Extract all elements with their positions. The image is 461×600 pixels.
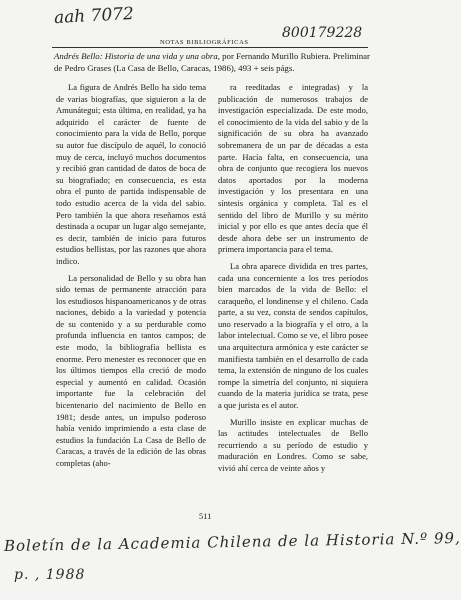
book-citation	[54, 50, 370, 74]
paragraph: Murillo insiste en explicar muchas de las actitudes intelectuales de Bello recurriendo a su período de estudio y maduración en Londres. Como se sabe, vivió ahí cerca de veinte años y	[218, 416, 368, 473]
handwritten-source-note: Boletín de la Academia Chilena de la Historia N.º 99,	[3, 529, 461, 555]
paragraph: La figura de Andrés Bello ha sido tema de varias biografías, que siguieron a la de Amunátegui; esta última, en realidad, ya ha adquirido el carácter de fuente de conocimiento para la vida de Bello, porque su autor fue discípulo de aquél, lo conoció muy de cerca, incluyó muchos documentos y recibió gran cantidad de datos de boca de su biografiado; en consecuencia, es esta obra el punto de partida indispensable de todo estudio acerca de la vida del sabio. Pero también la que ahora reseñamos está destinada a ocupar un lugar algo semejante, es decir, también de inicio para futuros estudios bellistas, por las razones que ahora indico.	[56, 82, 206, 266]
book-title: Andrés Bello: Historia de una vida y una obra,	[54, 51, 220, 61]
handwritten-source-date: p. , 1988	[14, 567, 86, 583]
book-details: por Fernando Murillo Rubiera. Preliminar de Pedro Grases (La Casa de Bello, Caracas, 1986), 493 + seis págs.	[54, 51, 370, 73]
paragraph: La personalidad de Bello y su obra han sido temas de permanente atracción para los estudiosos hispanoamericanos y de otras naciones, debido a la variedad y potencia de su contenido y a su perdurable como profunda influencia en tantos campos; de este modo, la bibliografía bellista es enorme. Pero menester es reconocer que en los últimos tiempos ella creció de modo especial y aumentó en calidad. Ocasión importante fue la celebración del bicentenario del nacimiento de Bello en 1981; desde antes, un impulso poderoso había venido imprimiendo a esta clase de estudios la fundación La Casa de Bello de Caracas, a través de la edición de las obras completas (aho-	[56, 272, 206, 468]
running-header: NOTAS BIBLIOGRÁFICAS	[160, 39, 249, 46]
page-number: 511	[199, 511, 212, 521]
left-column	[56, 82, 206, 475]
handwritten-catalog-number: aah 7072	[53, 3, 135, 29]
right-column	[218, 82, 368, 480]
paragraph: ra reeditadas e integradas) y la publicación de numerosos trabajos de investigación especializada. De este modo, el conocimiento de la vida del sabio y de la significación de su obra ha avanzado sobremanera de un par de décadas a esta parte. Hacía falta, en consecuencia, una obra de conjunto que recogiera los nuevos datos aportados por la moderna investigación y los presentara en una síntesis orgánica y completa. Tal es el sentido del libro de Murillo y su mérito inicial y por ello es que antes decía que él desde ahora debe ser un instrumento de primera importancia para el tema.	[218, 82, 368, 255]
handwritten-id-number: 800179228	[282, 25, 363, 41]
paragraph: La obra aparece dividida en tres partes, cada una concerniente a los tres períodos bien marcados de la vida de Bello: el caraqueño, el londinense y el chileno. Cada parte, a su vez, consta de sendos capítulos, uno reservado a la biografía y el otro, a la labor intelectual. Como se ve, el libro posee una arquitectura armónica y este carácter se manifiesta también en el desarrollo de cada tema, la extensión de ninguno de los cuales rompe la simetría del conjunto, ni siquiera cuando de la materia jurídica se trata, pese a que jurista es el autor.	[218, 260, 368, 411]
header-rule	[52, 47, 368, 48]
